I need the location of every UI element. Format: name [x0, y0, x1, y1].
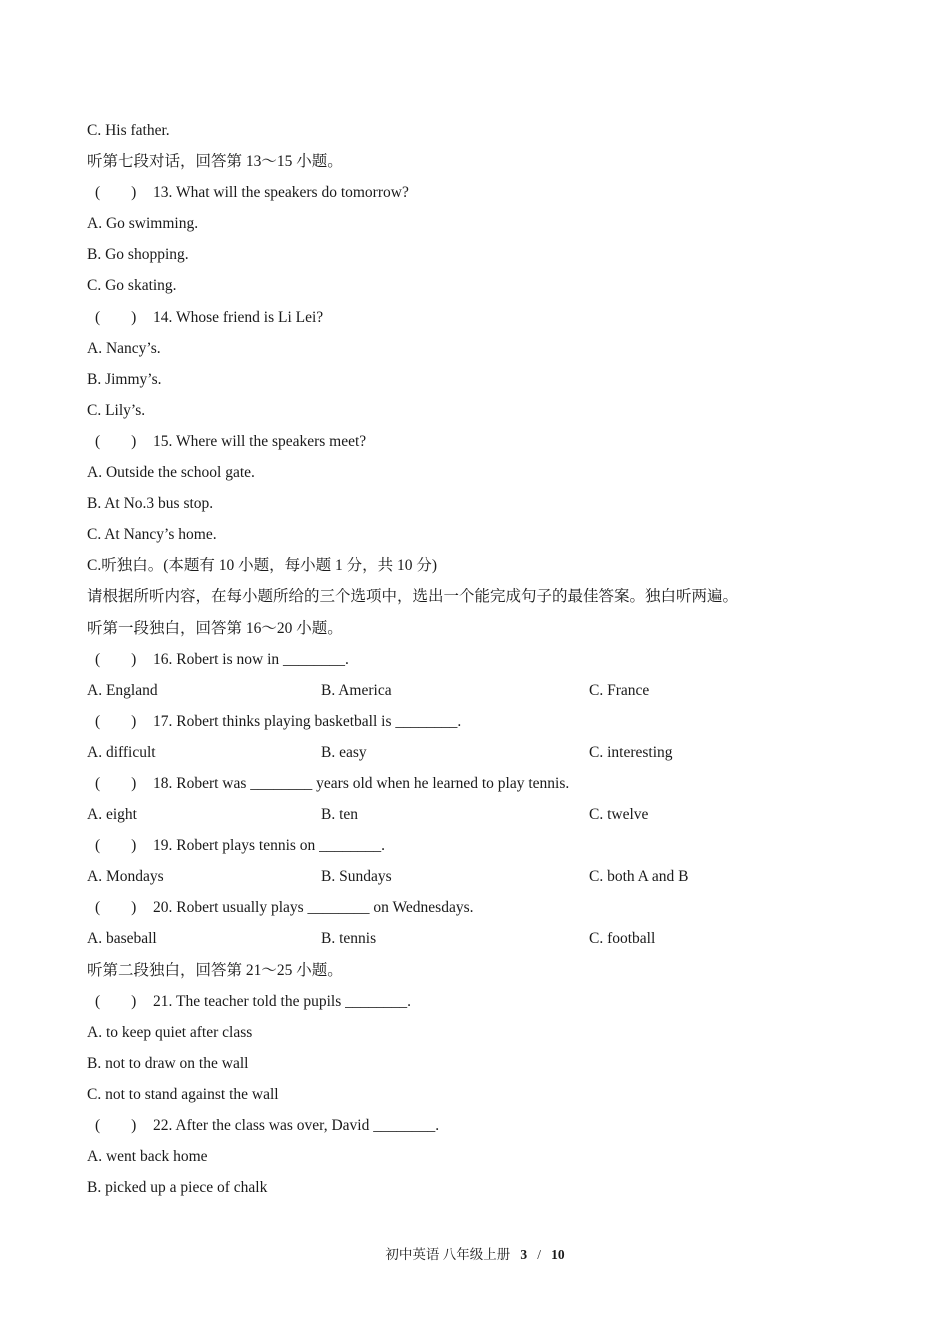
option-c: C. both A and B: [589, 868, 689, 886]
option-b: B. easy: [321, 743, 367, 761]
exam-content: [87, 115, 867, 1203]
page-separator: /: [537, 1247, 541, 1262]
text-line: 听第一段独白，回答第 16～20 小题。: [87, 619, 343, 637]
page-number: 3: [520, 1247, 528, 1262]
answer-blank: ( ): [95, 650, 137, 668]
options-row: [87, 923, 867, 954]
text-line: A. to keep quiet after class: [87, 1023, 253, 1041]
question-text: 22. After the class was over, David ________.: [153, 1117, 440, 1134]
option-a: A. baseball: [87, 930, 157, 948]
text-line: C. His father.: [87, 122, 170, 139]
text-line: A. Go swimming.: [87, 215, 199, 233]
question-line: [87, 830, 867, 861]
answer-blank: ( ): [95, 184, 137, 202]
answer-blank: ( ): [95, 899, 137, 917]
text-line: A. went back home: [87, 1148, 208, 1166]
question-line: [87, 302, 867, 333]
option-b: B. America: [321, 681, 392, 699]
text-line: B. Go shopping.: [87, 246, 189, 264]
text-line: A. Outside the school gate.: [87, 464, 255, 482]
answer-blank: ( ): [95, 774, 137, 792]
option-c: C. France: [589, 681, 650, 699]
options-row: [87, 737, 867, 768]
question-line: [87, 892, 867, 923]
question-text: 14. Whose friend is Li Lei?: [153, 308, 324, 326]
answer-blank: ( ): [95, 1117, 137, 1134]
text-line: 听第七段对话，回答第 13～15 小题。: [87, 153, 343, 171]
option-c: C. twelve: [589, 806, 649, 824]
option-b: B. tennis: [321, 930, 377, 948]
option-a: A. England: [87, 681, 158, 699]
text-line: 请根据所听内容，在每小题所给的三个选项中，选出一个能完成句子的最佳答案。独白听两遍。: [87, 588, 739, 606]
answer-blank: ( ): [95, 308, 137, 326]
option-a: A. eight: [87, 806, 137, 824]
question-line: [87, 706, 867, 737]
page-total: 10: [551, 1247, 565, 1262]
option-a: A. Mondays: [87, 868, 164, 886]
options-row: [87, 799, 867, 830]
answer-blank: ( ): [95, 432, 137, 450]
question-text: 16. Robert is now in ________.: [153, 650, 349, 668]
text-line: 听第二段独白，回答第 21～25 小题。: [87, 961, 343, 979]
option-c: C. interesting: [589, 743, 673, 761]
option-c: C. football: [589, 930, 656, 948]
text-line: B. picked up a piece of chalk: [87, 1179, 268, 1197]
answer-blank: ( ): [95, 837, 137, 855]
question-text: 13. What will the speakers do tomorrow?: [153, 184, 409, 202]
option-b: B. ten: [321, 806, 359, 824]
question-text: 17. Robert thinks playing basketball is ________.: [153, 712, 462, 730]
text-line: C. At Nancy’s home.: [87, 526, 217, 544]
question-line: [87, 177, 867, 208]
question-text: 15. Where will the speakers meet?: [153, 432, 367, 450]
question-line: [87, 426, 867, 457]
options-row: [87, 675, 867, 706]
text-line: B. Jimmy’s.: [87, 370, 162, 388]
question-text: 19. Robert plays tennis on ________.: [153, 837, 386, 855]
question-text: 20. Robert usually plays ________ on Wednesdays.: [153, 899, 474, 917]
option-a: A. difficult: [87, 743, 156, 761]
options-row: [87, 861, 867, 892]
question-line: [87, 986, 867, 1017]
answer-blank: ( ): [95, 712, 137, 730]
text-line: C. Lily’s.: [87, 401, 146, 419]
question-text: 21. The teacher told the pupils ________.: [153, 992, 411, 1010]
text-line: C.听独白。(本题有 10 小题，每小题 1 分，共 10 分): [87, 557, 438, 575]
footer-title: 初中英语 八年级上册: [385, 1247, 511, 1262]
page-footer: [0, 1243, 950, 1267]
question-line: [87, 1110, 867, 1141]
text-line: B. not to draw on the wall: [87, 1054, 249, 1072]
question-line: [87, 644, 867, 675]
text-line: A. Nancy’s.: [87, 339, 161, 357]
option-b: B. Sundays: [321, 868, 392, 886]
text-line: C. Go skating.: [87, 277, 177, 295]
question-text: 18. Robert was ________ years old when he learned to play tennis.: [153, 774, 570, 792]
question-line: [87, 768, 867, 799]
answer-blank: ( ): [95, 992, 137, 1010]
text-line: B. At No.3 bus stop.: [87, 495, 214, 513]
text-line: C. not to stand against the wall: [87, 1085, 279, 1103]
